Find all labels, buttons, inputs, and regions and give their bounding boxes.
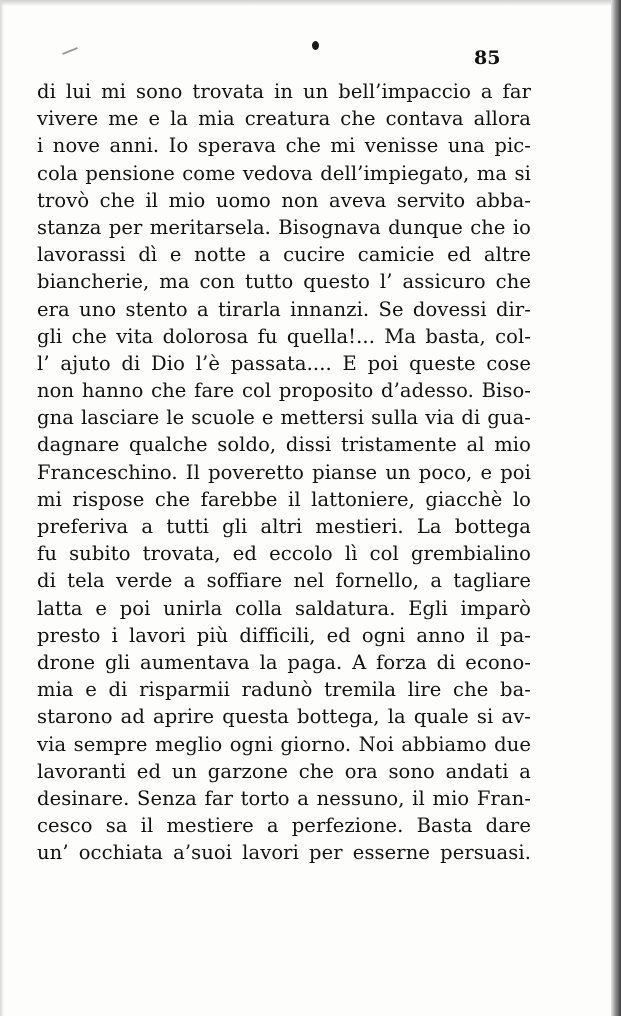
text-line: non hanno che fare col proposito d’adesso. Biso-	[37, 379, 531, 403]
text-line: era uno stento a tirarla innanzi. Se dovessi dir-	[37, 297, 531, 321]
text-line: l’ ajuto di Dio l’è passata.... E poi queste cose	[37, 351, 531, 375]
text-line: dagnare qualche soldo, dissi tristamente al mio	[37, 433, 531, 457]
text-line: presto i lavori più difficili, ed ogni anno il pa-	[37, 623, 531, 647]
page-edge-shadow	[611, 0, 621, 1016]
text-line: latta e poi unirla colla saldatura. Egli imparò	[37, 596, 531, 620]
text-line: di lui mi sono trovata in un bell’impaccio a far	[37, 80, 531, 103]
text-line: preferiva a tutti gli altri mestieri. La bottega	[37, 515, 531, 538]
ink-dot	[312, 41, 319, 50]
text-line: biancherie, ma con tutto questo l’ assicuro che	[37, 270, 531, 294]
text-line: via sempre meglio ogni giorno. Noi abbiamo due	[37, 732, 531, 756]
text-line: fu subito trovata, ed eccolo lì col grembialino	[37, 542, 531, 566]
text-line: cesco sa il mestiere a perfezione. Basta dare	[37, 814, 531, 838]
text-line: vivere me e la mia creatura che contava allora	[37, 107, 531, 131]
scan-shadow-left	[0, 0, 4, 1016]
page-number: 85	[474, 47, 501, 69]
text-line: mia e di risparmii radunò tremila lire che ba-	[37, 678, 531, 702]
text-line: cola pensione come vedova dell’impiegato, ma si	[37, 161, 531, 185]
text-line: stanza per meritarsela. Bisognava dunque che io	[37, 215, 531, 239]
text-line: i nove anni. Io speravа che mi venisse una pic-	[37, 134, 531, 158]
scan-shadow-top	[0, 0, 621, 6]
text-line: di tela verde a soffiare nel fornello, a tagliare	[37, 569, 531, 593]
text-line: drone gli aumentava la paga. A forza di econo-	[37, 650, 531, 674]
text-line: desinare. Senza far torto a nessuno, il mio Fran-	[37, 786, 531, 810]
text-line: gna lasciare le scuole e mettersi sulla via di gua-	[37, 406, 531, 430]
text-line: lavoranti ed un garzone che ora sono andati a	[37, 759, 531, 783]
text-line: lavorassi dì e notte a cucire camicie ed altre	[37, 243, 531, 267]
text-line: un’ occhiata a’suoi lavori per esserne persuasi.	[37, 841, 531, 865]
stray-mark	[62, 47, 78, 55]
text-line: trovò che il mio uomo non aveva servito abba-	[37, 188, 531, 212]
text-line: Franceschino. Il poveretto pianse un poco, e poi	[37, 460, 531, 484]
text-line: gli che vita dolorosa fu quella!... Ma basta, col-	[37, 324, 531, 348]
text-line: mi rispose che farebbe il lattoniere, giacchè lo	[37, 487, 531, 511]
body-text	[37, 78, 531, 866]
text-line: starono ad aprire questa bottega, la quale si av-	[37, 705, 531, 729]
